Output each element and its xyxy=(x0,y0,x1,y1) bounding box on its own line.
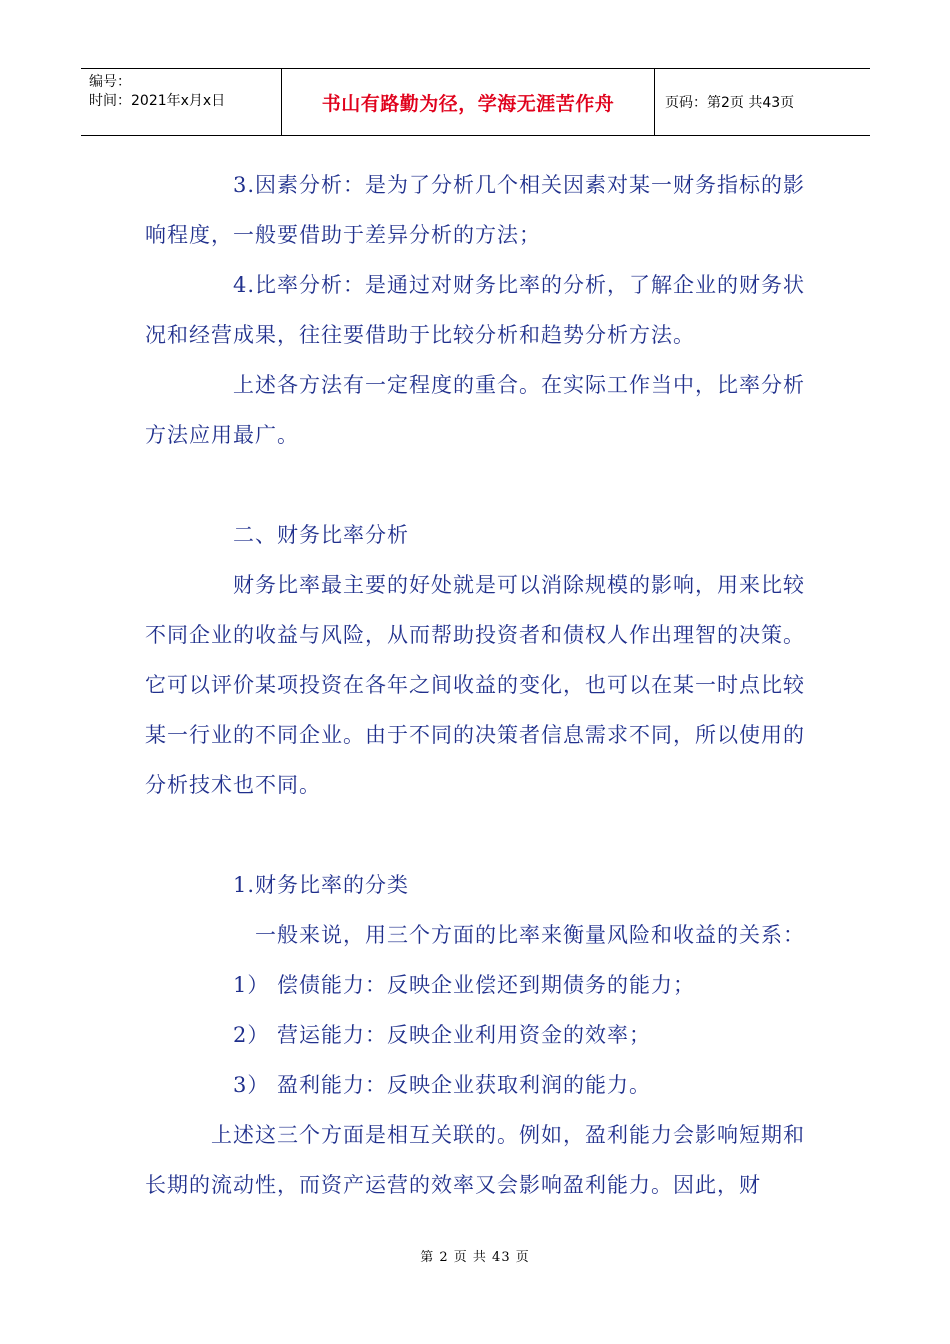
paragraph-ratio-analysis: 4.比率分析：是通过对财务比率的分析，了解企业的财务状况和经营成果，往往要借助于比较分析和趋势分析方法。 xyxy=(145,273,806,347)
page-footer: 第 2 页 共 43 页 xyxy=(420,1250,530,1265)
list-item: 1） 偿债能力：反映企业偿还到期债务的能力； xyxy=(233,973,696,997)
spacer xyxy=(145,460,810,510)
paragraph-methods-summary: 上述各方法有一定程度的重合。在实际工作当中，比率分析方法应用最广。 xyxy=(145,373,805,447)
section-title: 二、财务比率分析 xyxy=(233,523,409,547)
paragraph-ratio-benefits: 财务比率最主要的好处就是可以消除规模的影响，用来比较不同企业的收益与风险，从而帮助投资者和债权人作出理智的决策。它可以评价某项投资在各年之间收益的变化，也可以在某一时点比较某一行业的不同企业。由于不同的决策者信息需求不同，所以使用的分析技术也不同。 xyxy=(145,573,805,797)
spacer xyxy=(145,810,810,860)
list-item: 2） 营运能力：反映企业利用资金的效率； xyxy=(233,1023,652,1047)
subsection-title: 1.财务比率的分类 xyxy=(233,873,410,897)
header-page-info: 页码：第2页 共43页 xyxy=(665,95,795,111)
list-item: 3） 盈利能力：反映企业获取利润的能力。 xyxy=(233,1073,652,1097)
paragraph-three-aspects: 一般来说，用三个方面的比率来衡量风险和收益的关系： xyxy=(255,923,805,947)
header-motto: 书山有路勤为径，学海无涯苦作舟 xyxy=(281,69,655,135)
paragraph-factor-analysis: 3.因素分析：是为了分析几个相关因素对某一财务指标的影响程度，一般要借助于差异分析的方法； xyxy=(145,173,806,247)
number-label: 编号： xyxy=(89,74,131,90)
paragraph-interrelation: 上述这三个方面是相互关联的。例如，盈利能力会影响短期和长期的流动性，而资产运营的效率又会影响盈利能力。因此，财 xyxy=(145,1123,805,1197)
header-left-cell xyxy=(81,69,281,135)
document-body xyxy=(145,160,810,1210)
time-label: 时间：2021年x月x日 xyxy=(89,93,226,109)
page-header xyxy=(81,68,870,136)
